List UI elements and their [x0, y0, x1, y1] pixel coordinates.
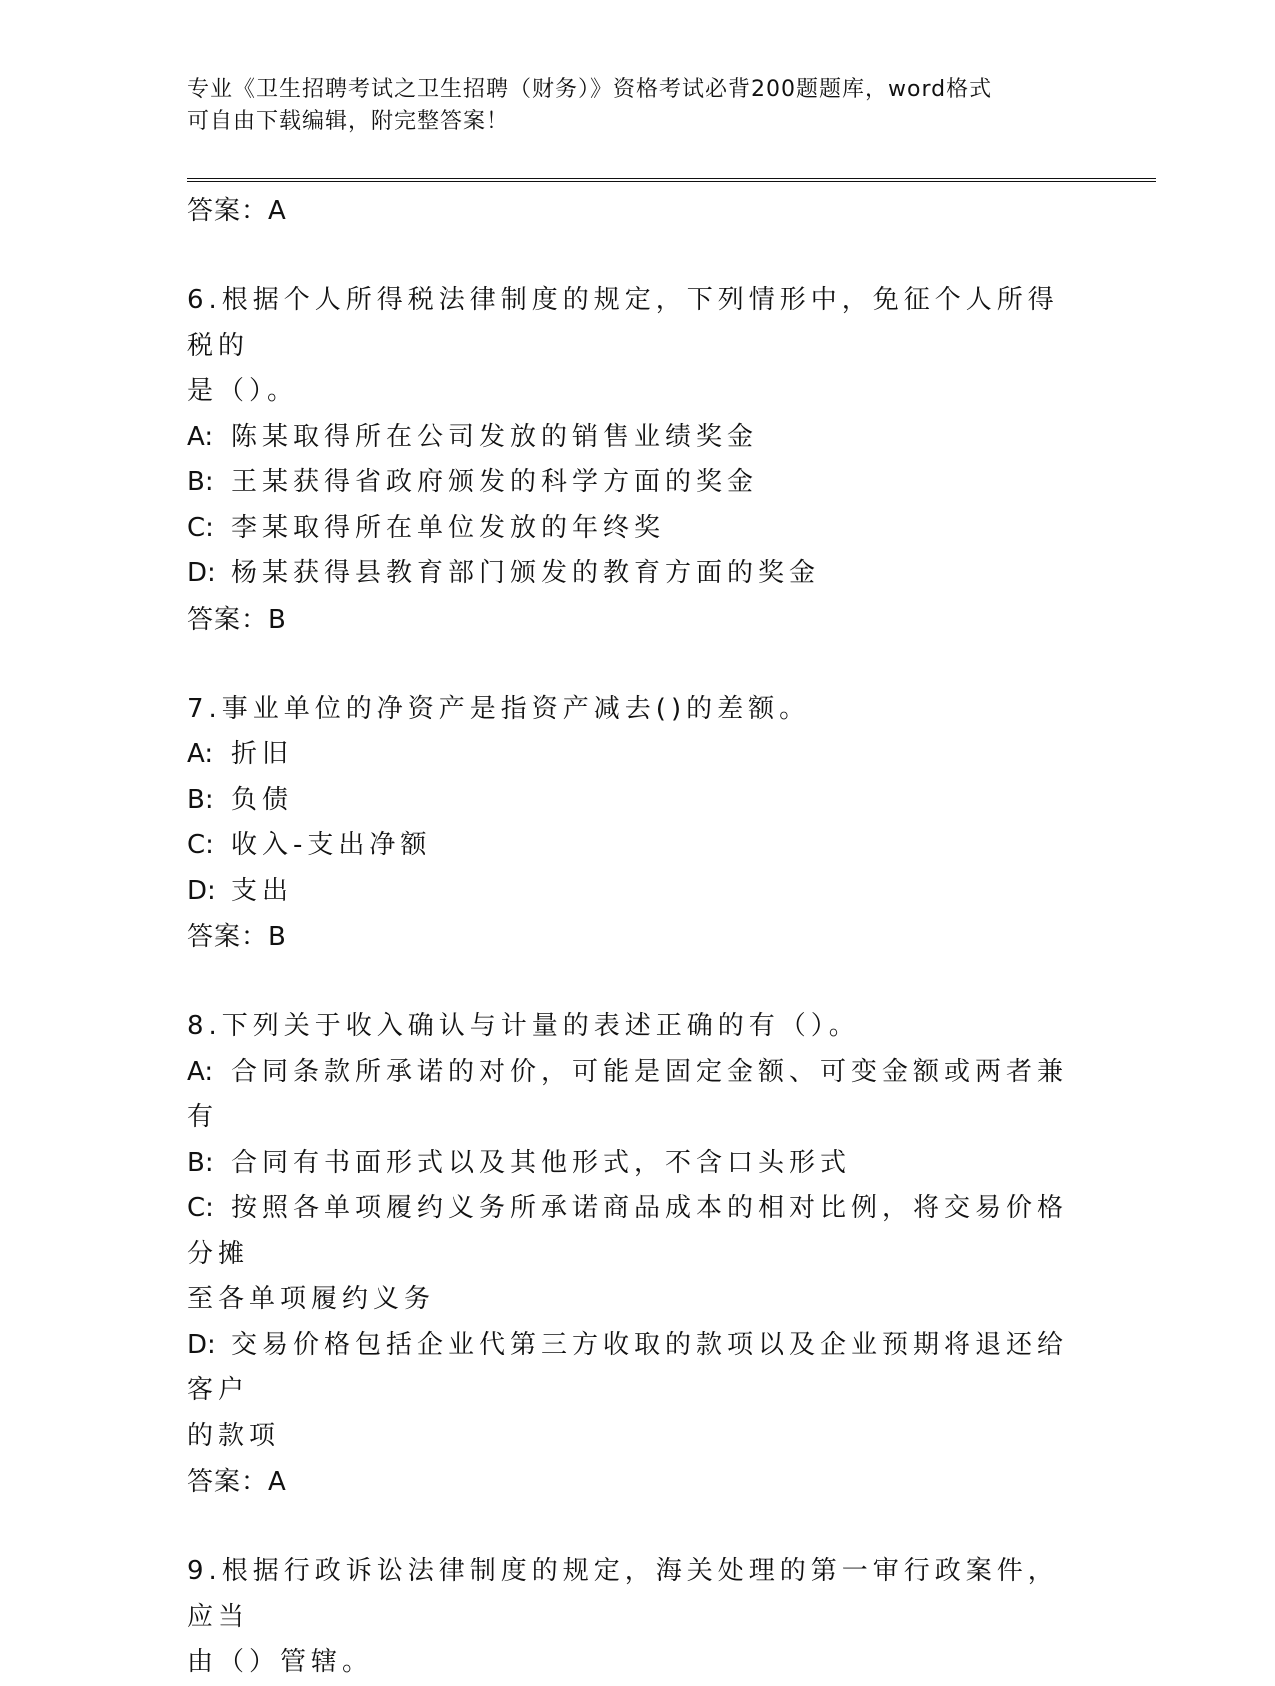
option-letter: D: [187, 875, 216, 906]
option-d [187, 551, 1087, 597]
option-text: 合同条款所承诺的对价，可能是固定金额、可变金额或两者兼有 [187, 1056, 1069, 1132]
document-header [187, 74, 1067, 138]
option-d-continuation: 的款项 [187, 1420, 281, 1451]
option-text: 王某获得省政府颁发的科学方面的奖金 [231, 467, 759, 497]
option-a [187, 1050, 1087, 1141]
header-divider [187, 178, 1156, 182]
answer-label: 答案：A [187, 1467, 287, 1497]
question-text: 6.根据个人所得税法律制度的规定，下列情形中，免征个人所得税的 [187, 285, 1059, 361]
option-text: 李某取得所在单位发放的年终奖 [231, 512, 666, 543]
option-text: 杨某获得县教育部门颁发的教育方面的奖金 [231, 558, 821, 588]
question-text: 7.事业单位的净资产是指资产减去()的差额。 [187, 693, 811, 724]
header-line-2: 可自由下载编辑，附完整答案！ [187, 109, 510, 134]
option-c [187, 1186, 1087, 1277]
answer-label: 答案：B [187, 604, 287, 635]
question-text: 8.下列关于收入确认与计量的表述正确的有（）。 [187, 1011, 860, 1041]
option-letter: C: [187, 1193, 214, 1223]
answer-label: 答案：B [187, 922, 287, 952]
option-b [187, 1141, 1087, 1187]
question-9 [187, 1549, 1087, 1686]
question-8 [187, 1004, 1087, 1505]
question-7 [187, 687, 1087, 961]
option-a [187, 732, 1087, 778]
header-line-1: 专业《卫生招聘考试之卫生招聘（财务）》资格考试必背200题题库，word格式 [187, 77, 993, 102]
option-letter: D: [187, 558, 216, 588]
document-body [187, 188, 1087, 1686]
option-letter: B: [187, 1147, 214, 1178]
option-letter: A: [187, 1056, 214, 1087]
question-text: 是（）。 [187, 376, 299, 406]
option-c [187, 506, 1087, 552]
option-text: 陈某取得所在公司发放的销售业绩奖金 [231, 421, 759, 452]
option-letter: A: [187, 421, 214, 452]
answer-label: 答案：A [187, 196, 287, 226]
option-b [187, 778, 1087, 824]
option-a [187, 415, 1087, 461]
question-text: 9.根据行政诉讼法律制度的规定，海关处理的第一审行政案件，应当 [187, 1556, 1059, 1632]
option-d [187, 869, 1087, 915]
option-letter: C: [187, 830, 214, 860]
option-letter: A: [187, 739, 214, 769]
option-text: 按照各单项履约义务所承诺商品成本的相对比例，将交易价格分摊 [187, 1193, 1069, 1269]
option-c [187, 823, 1087, 869]
option-letter: B: [187, 467, 214, 497]
option-b [187, 460, 1087, 506]
option-text: 交易价格包括企业代第三方收取的款项以及企业预期将退还给客户 [187, 1329, 1069, 1405]
option-text: 负债 [231, 784, 294, 815]
option-letter: D: [187, 1329, 216, 1360]
option-text: 支出 [231, 875, 294, 906]
question-text: 由（）管辖。 [187, 1647, 374, 1677]
option-text: 折旧 [231, 739, 294, 769]
option-letter: B: [187, 784, 214, 815]
option-text: 收入-支出净额 [231, 830, 432, 860]
option-c-continuation: 至各单项履约义务 [187, 1284, 436, 1314]
option-letter: C: [187, 512, 214, 543]
option-d [187, 1323, 1087, 1414]
option-text: 合同有书面形式以及其他形式，不含口头形式 [231, 1147, 852, 1178]
question-6 [187, 278, 1087, 643]
